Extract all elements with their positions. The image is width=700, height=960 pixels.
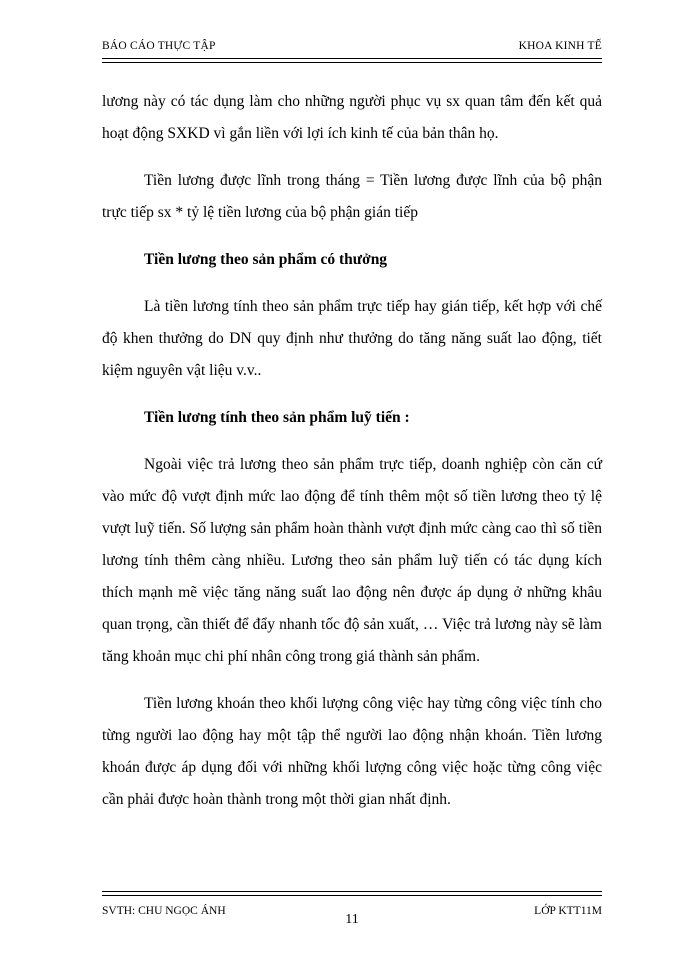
footer-rule-thick — [102, 895, 602, 896]
paragraph-progressive-wage: Ngoài việc trả lương theo sản phẩm trực tiếp, doanh nghiệp còn căn cứ vào mức độ vượt định mức lao động để tính thêm một số tiền lương theo tỷ lệ vượt luỹ tiến. Số lượng sản phẩm hoàn thành vượt định mức càng cao thì số tiền lương tính thêm càng nhiều. Lương theo sản phẩm luỹ tiến có tác dụng kích thích mạnh mẽ việc tăng năng suất lao động nên được áp dụng ở những khâu quan trọng, cần thiết để đẩy nhanh tốc độ sản xuất, … Việc trả lương này sẽ làm tăng khoản mục chi phí nhân công trong giá thành sản phẩm. — [102, 456, 602, 665]
header-rule-thin — [102, 62, 602, 63]
page-footer — [102, 905, 602, 935]
section-heading-progressive-wage: Tiền lương tính theo sản phẩm luỹ tiến : — [144, 409, 410, 426]
footer-rule-thin — [102, 891, 602, 892]
header-report-title: BÁO CÁO THỰC TẬP — [102, 40, 216, 52]
paragraph-formula: Tiền lương được lĩnh trong tháng = Tiền lương được lĩnh của bộ phận trực tiếp sx * tỷ lệ tiền lương của bộ phận gián tiếp — [102, 172, 602, 221]
footer-student-name: SVTH: CHU NGỌC ÁNH — [102, 905, 226, 917]
paragraph-contract-wage: Tiền lương khoán theo khối lượng công việc hay từng công việc tính cho từng người lao động hay một tập thể người lao động nhận khoán. Tiền lương khoán được áp dụng đối với những khối lượng công việc hoặc từng công việc cần phải được hoàn thành trong một thời gian nhất định. — [102, 695, 602, 808]
footer-class-code: LỚP KTT11M — [534, 905, 602, 917]
page-number: 11 — [345, 912, 359, 927]
page-body — [102, 86, 602, 816]
paragraph-continuation: lương này có tác dụng làm cho những người phục vụ sx quan tâm đến kết quả hoạt động SXKD vì gắn liền với lợi ích kinh tế của bản thân họ. — [102, 93, 602, 142]
section-heading-bonus-wage: Tiền lương theo sản phẩm có thưởng — [144, 251, 388, 268]
page-header — [102, 40, 602, 60]
header-faculty: KHOA KINH TẾ — [518, 40, 602, 52]
paragraph-bonus-wage: Là tiền lương tính theo sản phẩm trực tiếp hay gián tiếp, kết hợp với chế độ khen thưởng do DN quy định như thưởng do tăng năng suất lao động, tiết kiệm nguyên vật liệu v.v.. — [102, 298, 602, 379]
header-rule-thick — [102, 58, 602, 59]
